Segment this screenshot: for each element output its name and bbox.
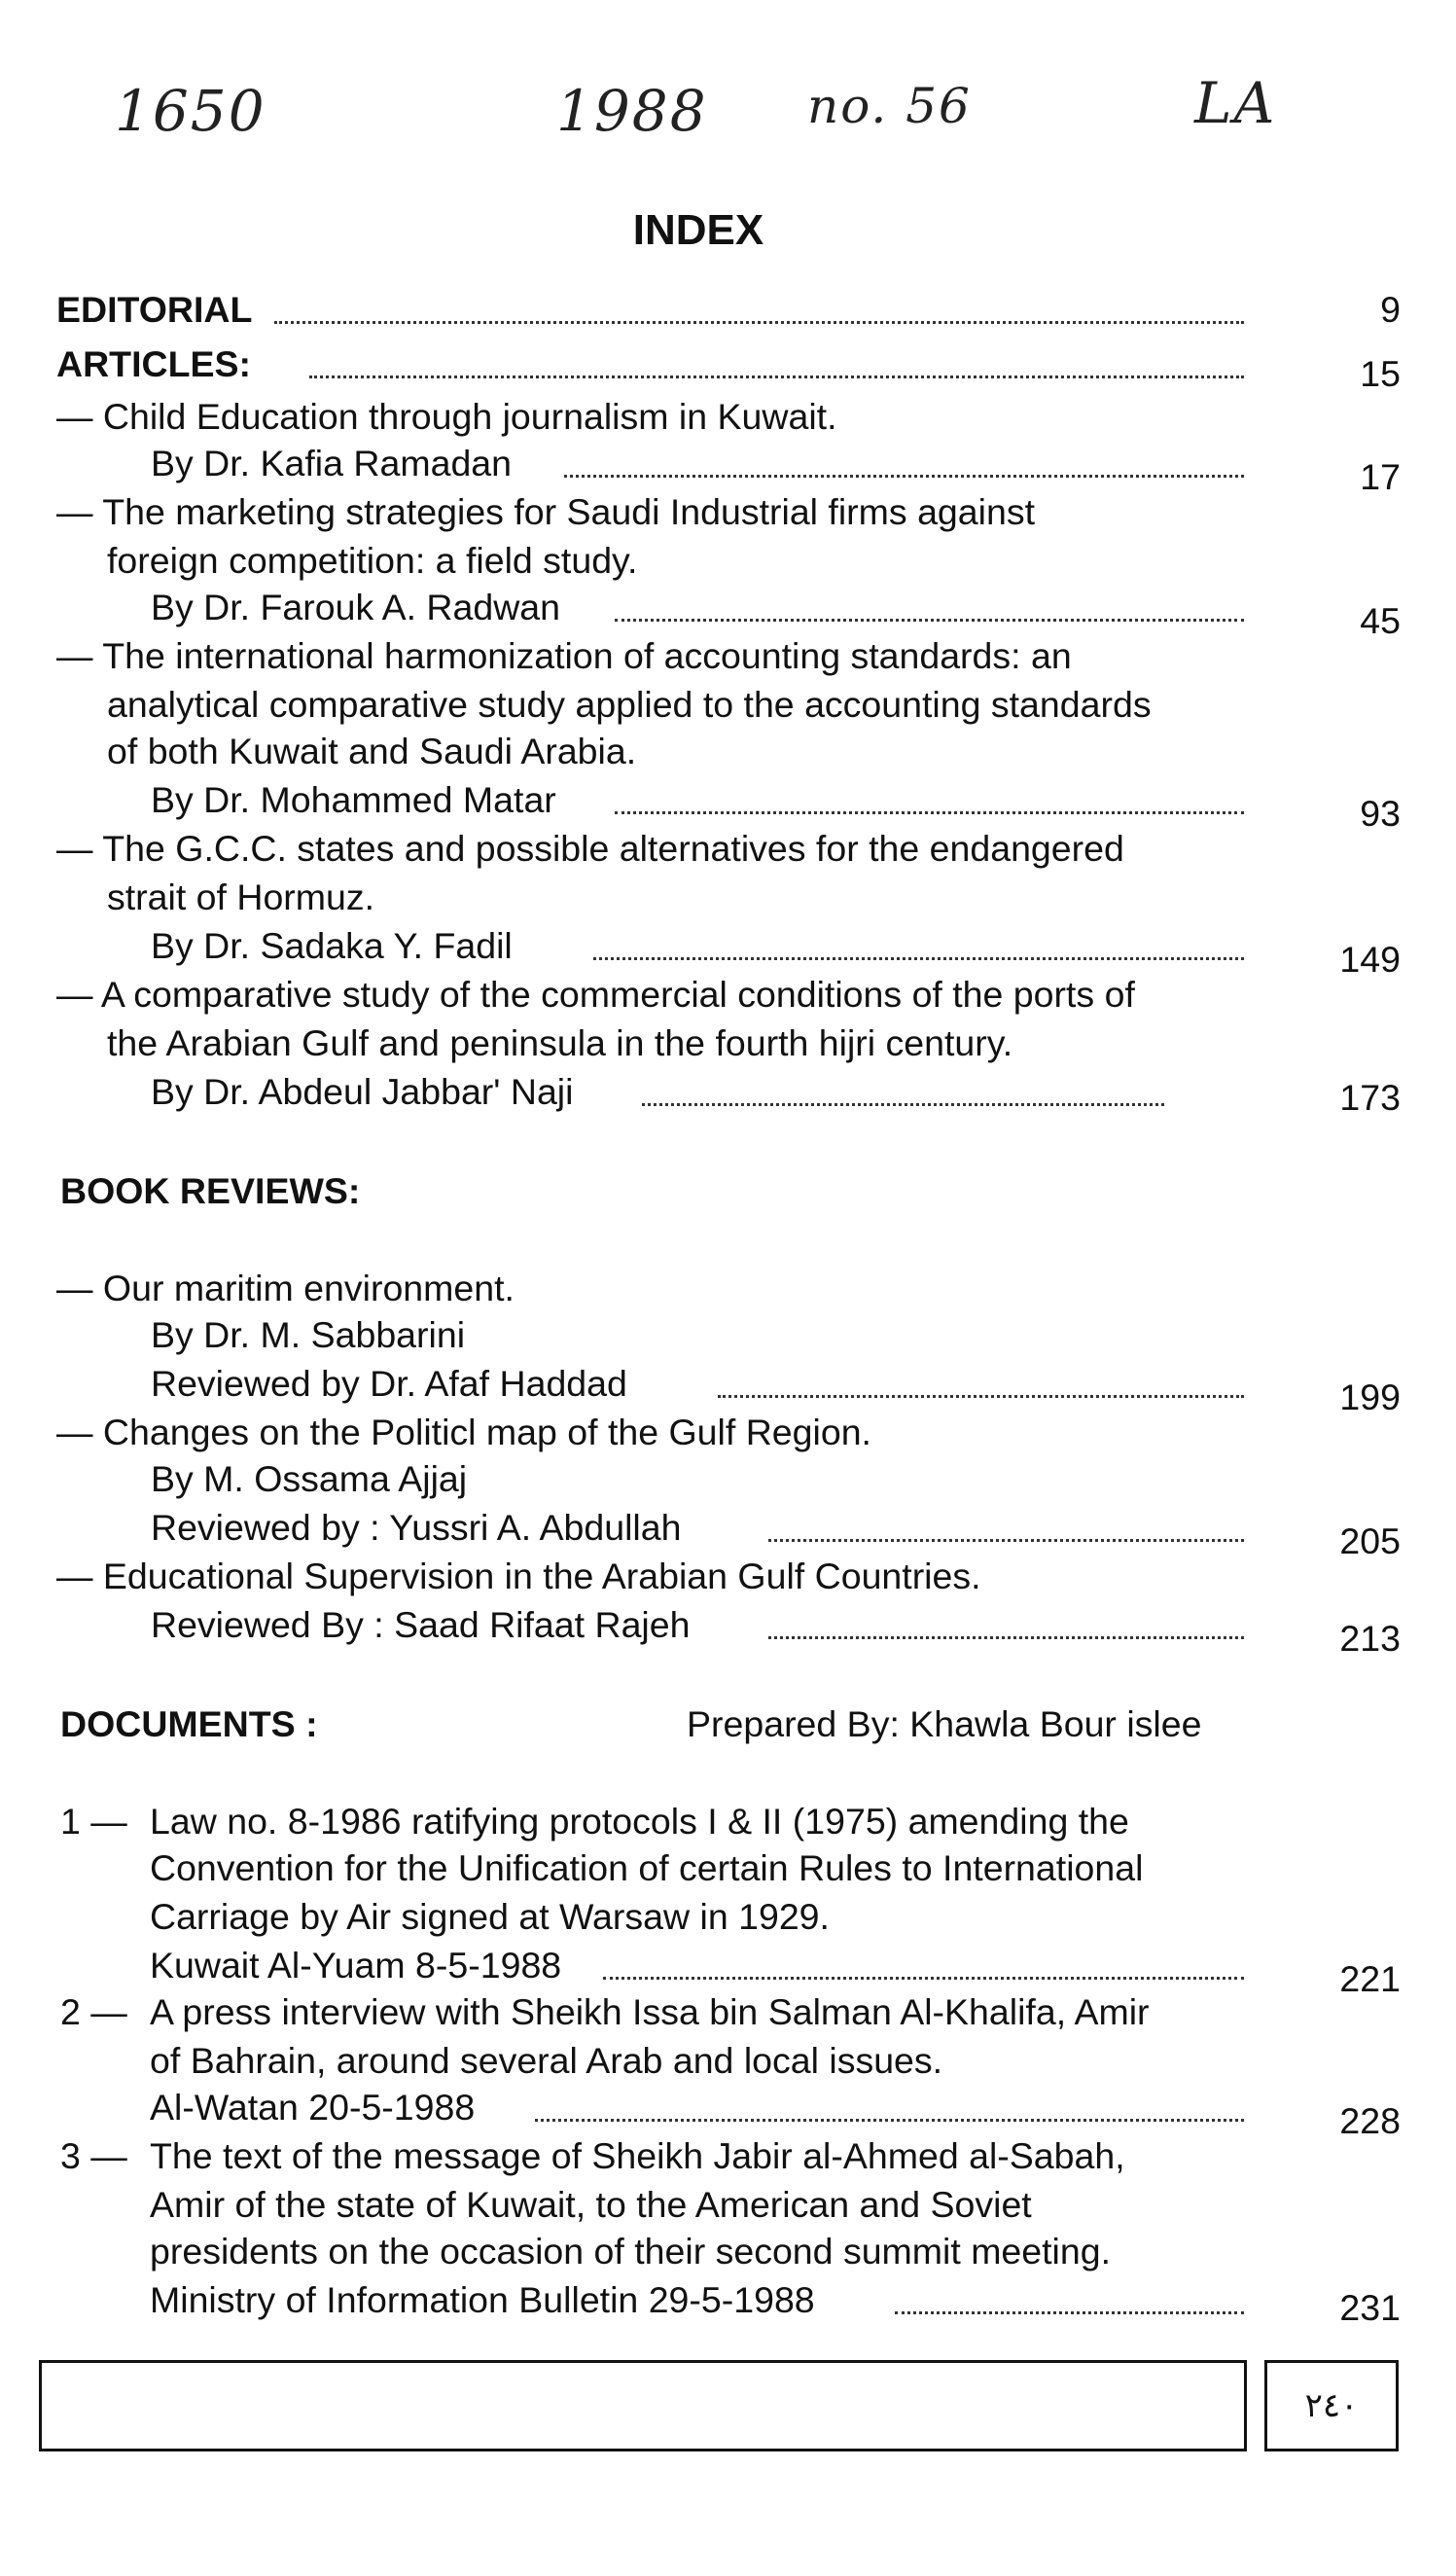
review-author-line: By Dr. M. Sabbarini [151,1314,466,1355]
index-entry-documents [0,1699,1456,1749]
document-title-line: Convention for the Unification of certain Rules to International [150,1847,1144,1888]
page-number: 149 [1339,939,1401,980]
review-reviewer-line [0,1502,1456,1561]
dot-leader [642,1103,1164,1106]
section-heading-book-reviews: BOOK REVIEWS: [60,1170,361,1211]
footer-page-number-box [1264,2360,1399,2451]
section-heading-articles: ARTICLES: [56,343,251,384]
document-title-line: of Bahrain, around several Arab and local issues. [150,2040,943,2081]
article-author: By Dr. Mohammed Matar [151,779,556,820]
document-title-line: 3 — The text of the message of Sheikh Jabir al-Ahmed al-Sabah, [0,2130,1456,2181]
article-title-line: — Child Education through journalism in Kuwait. [56,396,837,437]
document-number: 3 — [60,2135,127,2176]
article-title-line: — The G.C.C. states and possible alternatives for the endangered [56,828,1124,869]
dot-leader [603,1977,1244,1980]
handwritten-note-1: 1650 [115,78,266,144]
document-title-line: Carriage by Air signed at Warsaw in 1929. [150,1896,830,1937]
article-author-line [0,774,1456,834]
article-title-line: strait of Hormuz. [107,877,375,917]
document-title-line: Amir of the state of Kuwait, to the American and Soviet [150,2184,1032,2225]
review-title-line: — Our maritim environment. [56,1268,515,1308]
page-title: INDEX [632,206,764,254]
article-author: By Dr. Abdeul Jabbar' Naji [151,1071,574,1112]
page-number: 228 [1339,2100,1401,2141]
article-title-line: — The marketing strategies for Saudi Industrial firms against [56,491,1035,532]
article-title-line: of both Kuwait and Saudi Arabia. [107,731,637,771]
page-number: 15 [1360,353,1401,394]
handwritten-note-3: no. 56 [807,78,972,134]
index-entry-articles [0,339,1456,394]
article-title-line: the Arabian Gulf and peninsula in the fourth hijri century. [107,1022,1013,1063]
document-number: 1 — [60,1801,127,1842]
review-title-line: — Changes on the Politicl map of the Gulf Region. [56,1412,871,1452]
documents-prepared-by: Prepared By: Khawla Bour islee [687,1703,1202,1744]
document-title-line: presidents on the occasion of their second summit meeting. [150,2231,1112,2272]
section-heading-editorial: EDITORIAL [56,289,253,330]
footer-box [39,2360,1247,2451]
page-number: 93 [1360,793,1401,834]
dot-leader [309,376,1244,378]
review-reviewer-line [0,1599,1456,1659]
document-source-line [0,2082,1456,2141]
section-heading-documents: DOCUMENTS : [60,1703,318,1744]
page-number: 221 [1339,1958,1401,1999]
review-reviewer-line [0,1358,1456,1417]
article-title-line: — The international harmonization of accounting standards: an [56,635,1072,676]
article-author: By Dr. Sadaka Y. Fadil [151,925,513,966]
reviewer: Reviewed By : Saad Rifaat Rajeh [151,1604,691,1645]
handwritten-note-2: 1988 [556,78,708,144]
reviewer: Reviewed by Dr. Afaf Haddad [151,1363,627,1404]
handwritten-note-4: LA [1194,70,1277,136]
article-author: By Dr. Farouk A. Radwan [151,587,561,627]
page-number: 213 [1339,1618,1401,1659]
document-source-line [0,2274,1456,2328]
dot-leader [535,2119,1244,2122]
article-author-line [0,582,1456,641]
page-number: 205 [1339,1521,1401,1561]
index-entry-editorial [0,284,1456,335]
document-number: 2 — [60,1991,127,2032]
dot-leader [768,1539,1244,1542]
index-entry-book-reviews [0,1165,1456,1216]
article-author: By Dr. Kafia Ramadan [151,443,513,483]
document-title-line: 2 — A press interview with Sheikh Issa bin Salman Al-Khalifa, Amir [0,1986,1456,2037]
footer-page-number: ٢٤٠ [1304,2386,1359,2425]
dot-leader [615,811,1244,814]
review-author-line: By M. Ossama Ajjaj [151,1458,468,1499]
dot-leader [615,619,1244,622]
dot-leader [895,2311,1244,2314]
document-source: Al-Watan 20-5-1988 [150,2087,476,2128]
article-author-line [0,1066,1456,1117]
dot-leader [768,1636,1244,1639]
page-number: 45 [1360,600,1401,641]
page-number: 9 [1380,289,1401,330]
dot-leader [718,1395,1244,1398]
document-source: Ministry of Information Bulletin 29-5-1988 [150,2279,815,2320]
document-source-line [0,1940,1456,1999]
article-title-line: analytical comparative study applied to the accounting standards [107,684,1152,725]
dot-leader [593,957,1244,960]
article-title-line: foreign competition: a field study. [107,540,638,581]
article-author-line [0,920,1456,980]
dot-leader [564,475,1244,478]
document-title-line: 1 — Law no. 8-1986 ratifying protocols I & II (1975) amending the [0,1796,1456,1846]
article-author-line [0,438,1456,497]
page-number: 199 [1339,1377,1401,1417]
reviewer: Reviewed by : Yussri A. Abdullah [151,1507,682,1548]
page-number: 231 [1339,2287,1401,2328]
dot-leader [274,321,1244,324]
article-title-line: — A comparative study of the commercial conditions of the ports of [56,974,1135,1015]
page-number: 17 [1360,456,1401,497]
page-number: 173 [1339,1077,1401,1118]
document-source: Kuwait Al-Yuam 8-5-1988 [150,1945,562,1986]
review-title-line: — Educational Supervision in the Arabian Gulf Countries. [56,1556,981,1596]
